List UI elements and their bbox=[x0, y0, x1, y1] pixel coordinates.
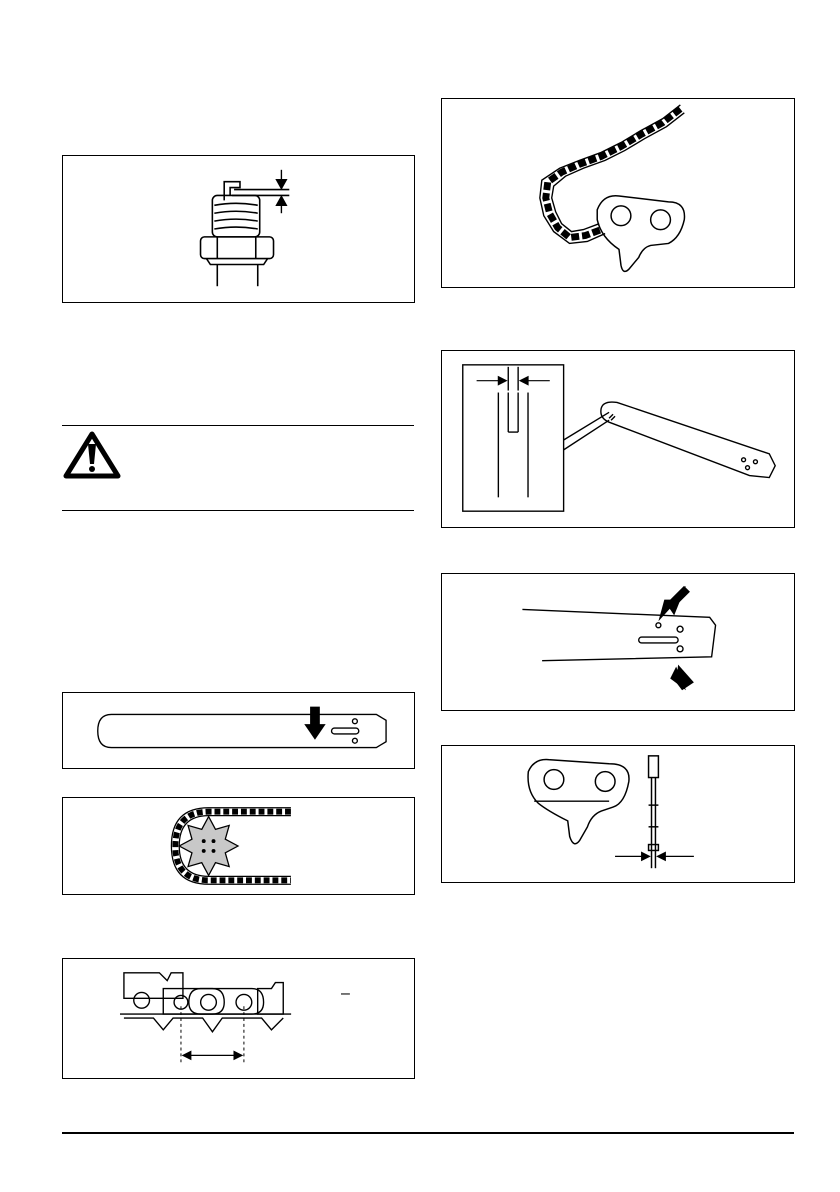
guide-bar-icon bbox=[63, 693, 414, 768]
drive-link-icon bbox=[442, 746, 794, 882]
bar-groove-icon bbox=[442, 351, 794, 527]
spark-plug-icon bbox=[63, 156, 414, 302]
gauge-tool bbox=[597, 196, 684, 272]
guide-bar-figure bbox=[62, 692, 415, 769]
saw-chain-gauge-figure bbox=[441, 98, 795, 288]
bar-groove-width-figure bbox=[441, 350, 795, 528]
bar-nose-icon bbox=[442, 574, 794, 710]
warning-bottom-rule bbox=[62, 510, 414, 511]
sprocket-icon bbox=[63, 798, 414, 894]
warning-triangle-icon bbox=[62, 430, 122, 480]
down-arrow bbox=[304, 707, 325, 740]
chain-pitch-figure bbox=[62, 958, 415, 1079]
gap-arrows bbox=[276, 170, 286, 213]
chain-links-icon bbox=[63, 959, 414, 1078]
arrow-bottom bbox=[670, 665, 694, 691]
drive-link-thickness-figure bbox=[441, 745, 795, 883]
bar-oil-holes-figure bbox=[441, 573, 795, 711]
spark-plug-gap-figure bbox=[62, 155, 415, 303]
drive-sprocket-chain-figure bbox=[62, 797, 415, 895]
pitch-formula-sign: – bbox=[341, 985, 350, 1002]
footer-rule bbox=[62, 1132, 794, 1134]
warning-top-rule bbox=[62, 425, 414, 426]
chain-loop-icon bbox=[442, 99, 794, 287]
